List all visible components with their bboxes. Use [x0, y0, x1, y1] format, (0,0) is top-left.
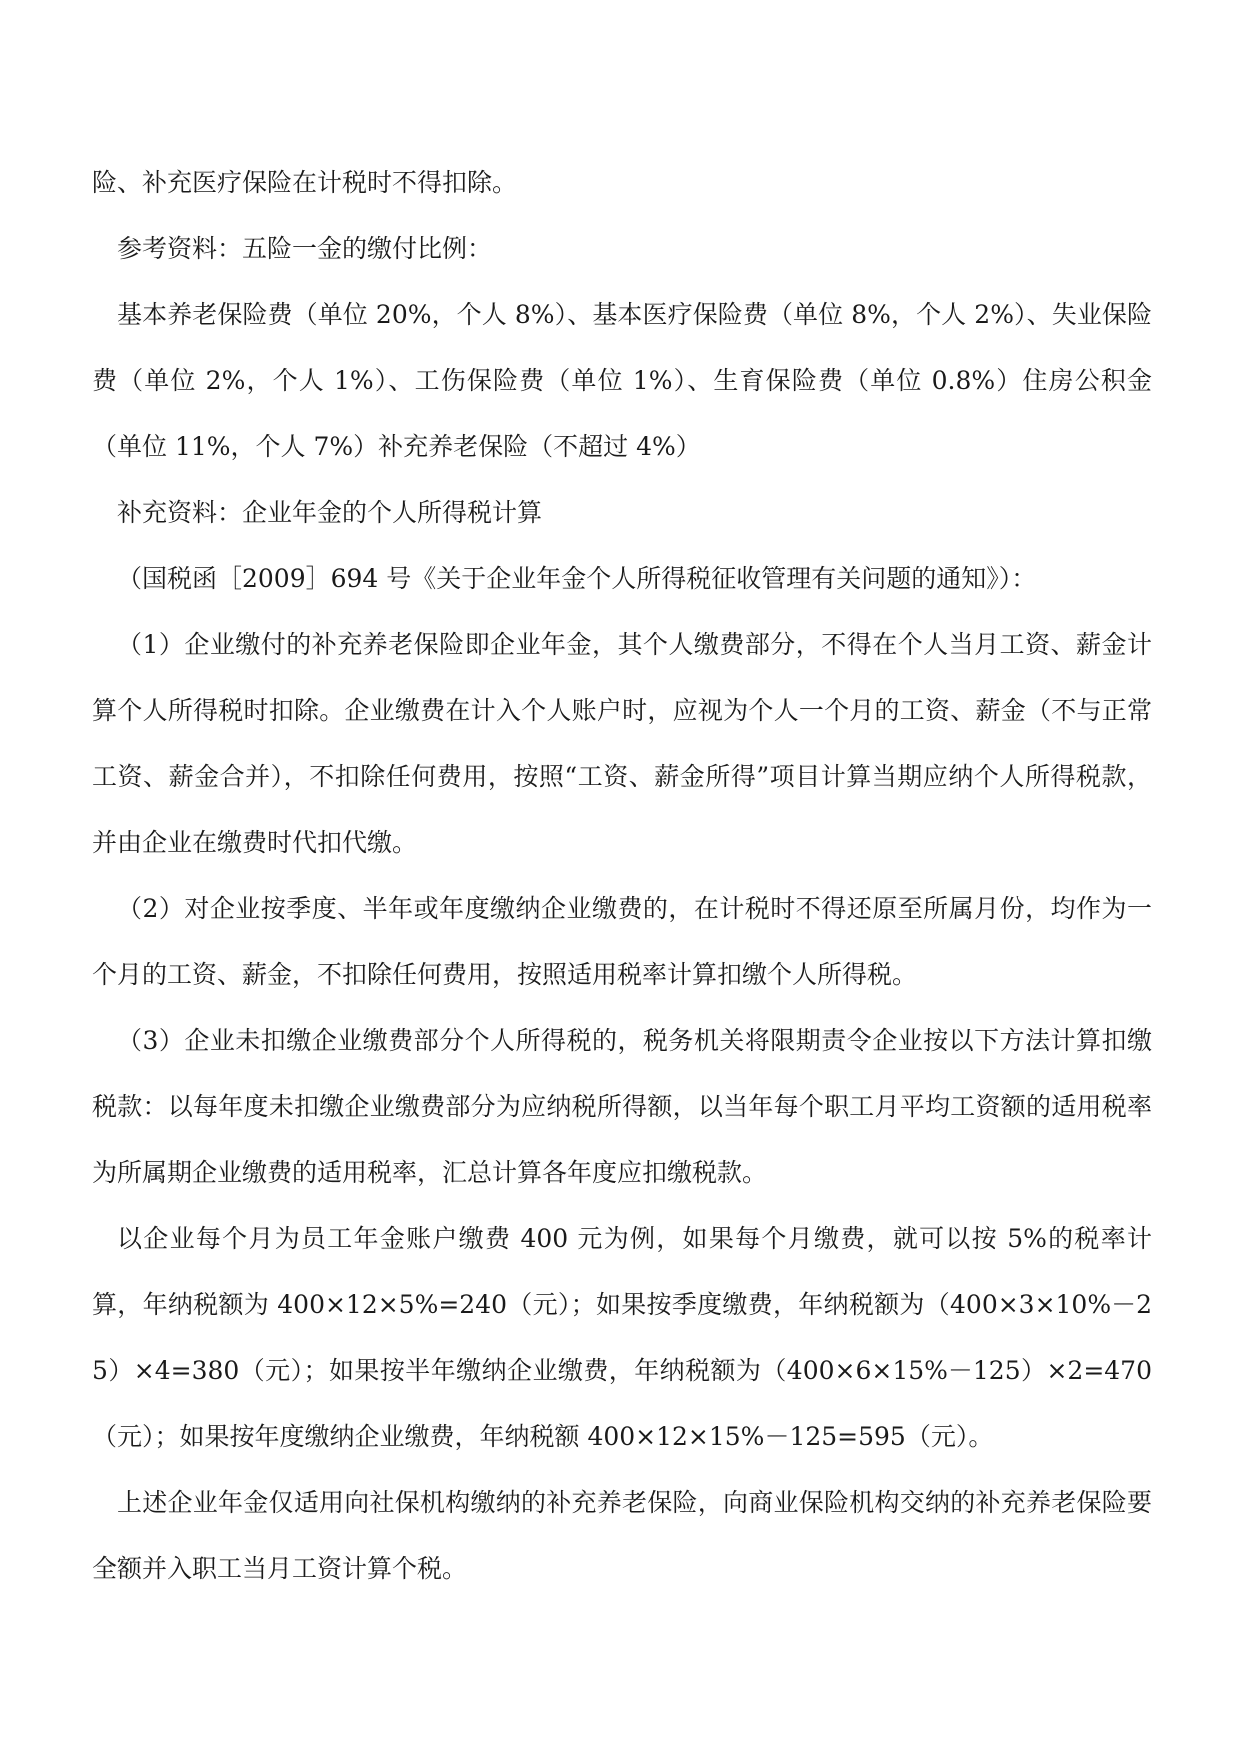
paragraph-conclusion: 上述企业年金仅适用向社保机构缴纳的补充养老保险，向商业保险机构交纳的补充养老保险要全额并入职工当月工资计算个税。 [92, 1488, 1152, 1583]
paragraph-rule-2: （2）对企业按季度、半年或年度缴纳企业缴费的，在计税时不得还原至所属月份，均作为一个月的工资、薪金，不扣除任何费用，按照适用税率计算扣缴个人所得税。 [92, 894, 1152, 989]
paragraph-notice-citation: （国税函［2009］694 号《关于企业年金个人所得税征收管理有关问题的通知》）： [117, 564, 1037, 593]
paragraph-reference-heading: 参考资料：五险一金的缴付比例： [117, 234, 493, 263]
paragraph-rule-3: （3）企业未扣缴企业缴费部分个人所得税的，税务机关将限期责令企业按以下方法计算扣缴税款：以每年度未扣缴企业缴费部分为应纳税所得额，以当年每个职工月平均工资额的适用税率为所属期企业缴费的适用税率，汇总计算各年度应扣缴税款。 [92, 1026, 1152, 1187]
paragraph-contribution-rates: 基本养老保险费（单位 20%，个人 8%）、基本医疗保险费（单位 8%，个人 2%）、失业保险费（单位 2%，个人 1%）、工伤保险费（单位 1%）、生育保险费（单位 0.8%）住房公积金（单位 11%，个人 7%）补充养老保险（不超过 4%） [92, 300, 1152, 461]
document-body [92, 150, 1152, 1602]
paragraph-rule-1: （1）企业缴付的补充养老保险即企业年金，其个人缴费部分，不得在个人当月工资、薪金计算个人所得税时扣除。企业缴费在计入个人账户时，应视为个人一个月的工资、薪金（不与正常工资、薪金合并），不扣除任何费用，按照“工资、薪金所得”项目计算当期应纳个人所得税款，并由企业在缴费时代扣代缴。 [92, 630, 1152, 857]
paragraph-continuation: 险、补充医疗保险在计税时不得扣除。 [92, 168, 518, 197]
paragraph-supplement-heading: 补充资料：企业年金的个人所得税计算 [117, 498, 543, 527]
paragraph-example: 以企业每个月为员工年金账户缴费 400 元为例，如果每个月缴费，就可以按 5%的税率计算，年纳税额为 400×12×5%=240（元）；如果按季度缴费，年纳税额为（400×3×10%－25）×4=380（元）；如果按半年缴纳企业缴费，年纳税额为（400×6×15%－125）×2=470（元）；如果按年度缴纳企业缴费，年纳税额 400×12×15%－125=595（元）。 [92, 1224, 1152, 1451]
